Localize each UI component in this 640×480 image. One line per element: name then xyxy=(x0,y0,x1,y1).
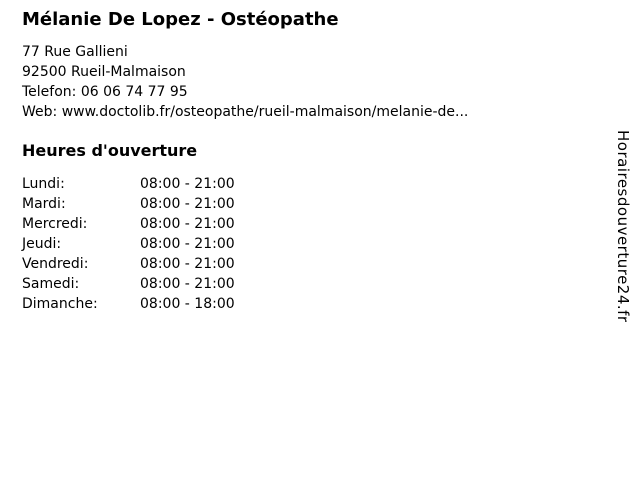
hours-value: 08:00 - 18:00 xyxy=(140,296,235,312)
web-line xyxy=(22,102,468,122)
page-title: Mélanie De Lopez - Ostéopathe xyxy=(22,9,339,30)
address-block xyxy=(22,42,468,122)
address-line-street: 77 Rue Gallieni xyxy=(22,44,128,60)
hours-value: 08:00 - 21:00 xyxy=(140,176,235,192)
day-label: Mercredi: xyxy=(22,216,88,232)
day-label: Jeudi: xyxy=(22,236,62,252)
hours-value: 08:00 - 21:00 xyxy=(140,256,235,272)
table-row xyxy=(22,174,235,194)
table-row xyxy=(22,274,235,294)
day-label: Samedi: xyxy=(22,276,80,292)
web-url: www.doctolib.fr/osteopathe/rueil-malmaison/melanie-de... xyxy=(61,104,469,120)
day-label: Vendredi: xyxy=(22,256,89,272)
hours-value: 08:00 - 21:00 xyxy=(140,196,235,212)
business-info-card xyxy=(22,0,468,314)
table-row xyxy=(22,294,235,314)
day-label: Dimanche: xyxy=(22,296,98,312)
address-line-city: 92500 Rueil-Malmaison xyxy=(22,64,186,80)
site-watermark: Horairesdouverture24.fr xyxy=(614,130,632,323)
table-row xyxy=(22,214,235,234)
table-row xyxy=(22,234,235,254)
day-label: Lundi: xyxy=(22,176,65,192)
table-row xyxy=(22,194,235,214)
phone-line xyxy=(22,82,468,102)
phone-number: 06 06 74 77 95 xyxy=(80,84,188,100)
hours-value: 08:00 - 21:00 xyxy=(140,276,235,292)
day-label: Mardi: xyxy=(22,196,66,212)
table-row xyxy=(22,254,235,274)
hours-value: 08:00 - 21:00 xyxy=(140,236,235,252)
opening-hours-table xyxy=(22,174,235,314)
web-label: Web: xyxy=(22,104,58,120)
hours-value: 08:00 - 21:00 xyxy=(140,216,235,232)
phone-label: Telefon: xyxy=(22,84,77,100)
opening-hours-heading: Heures d'ouverture xyxy=(22,141,198,160)
